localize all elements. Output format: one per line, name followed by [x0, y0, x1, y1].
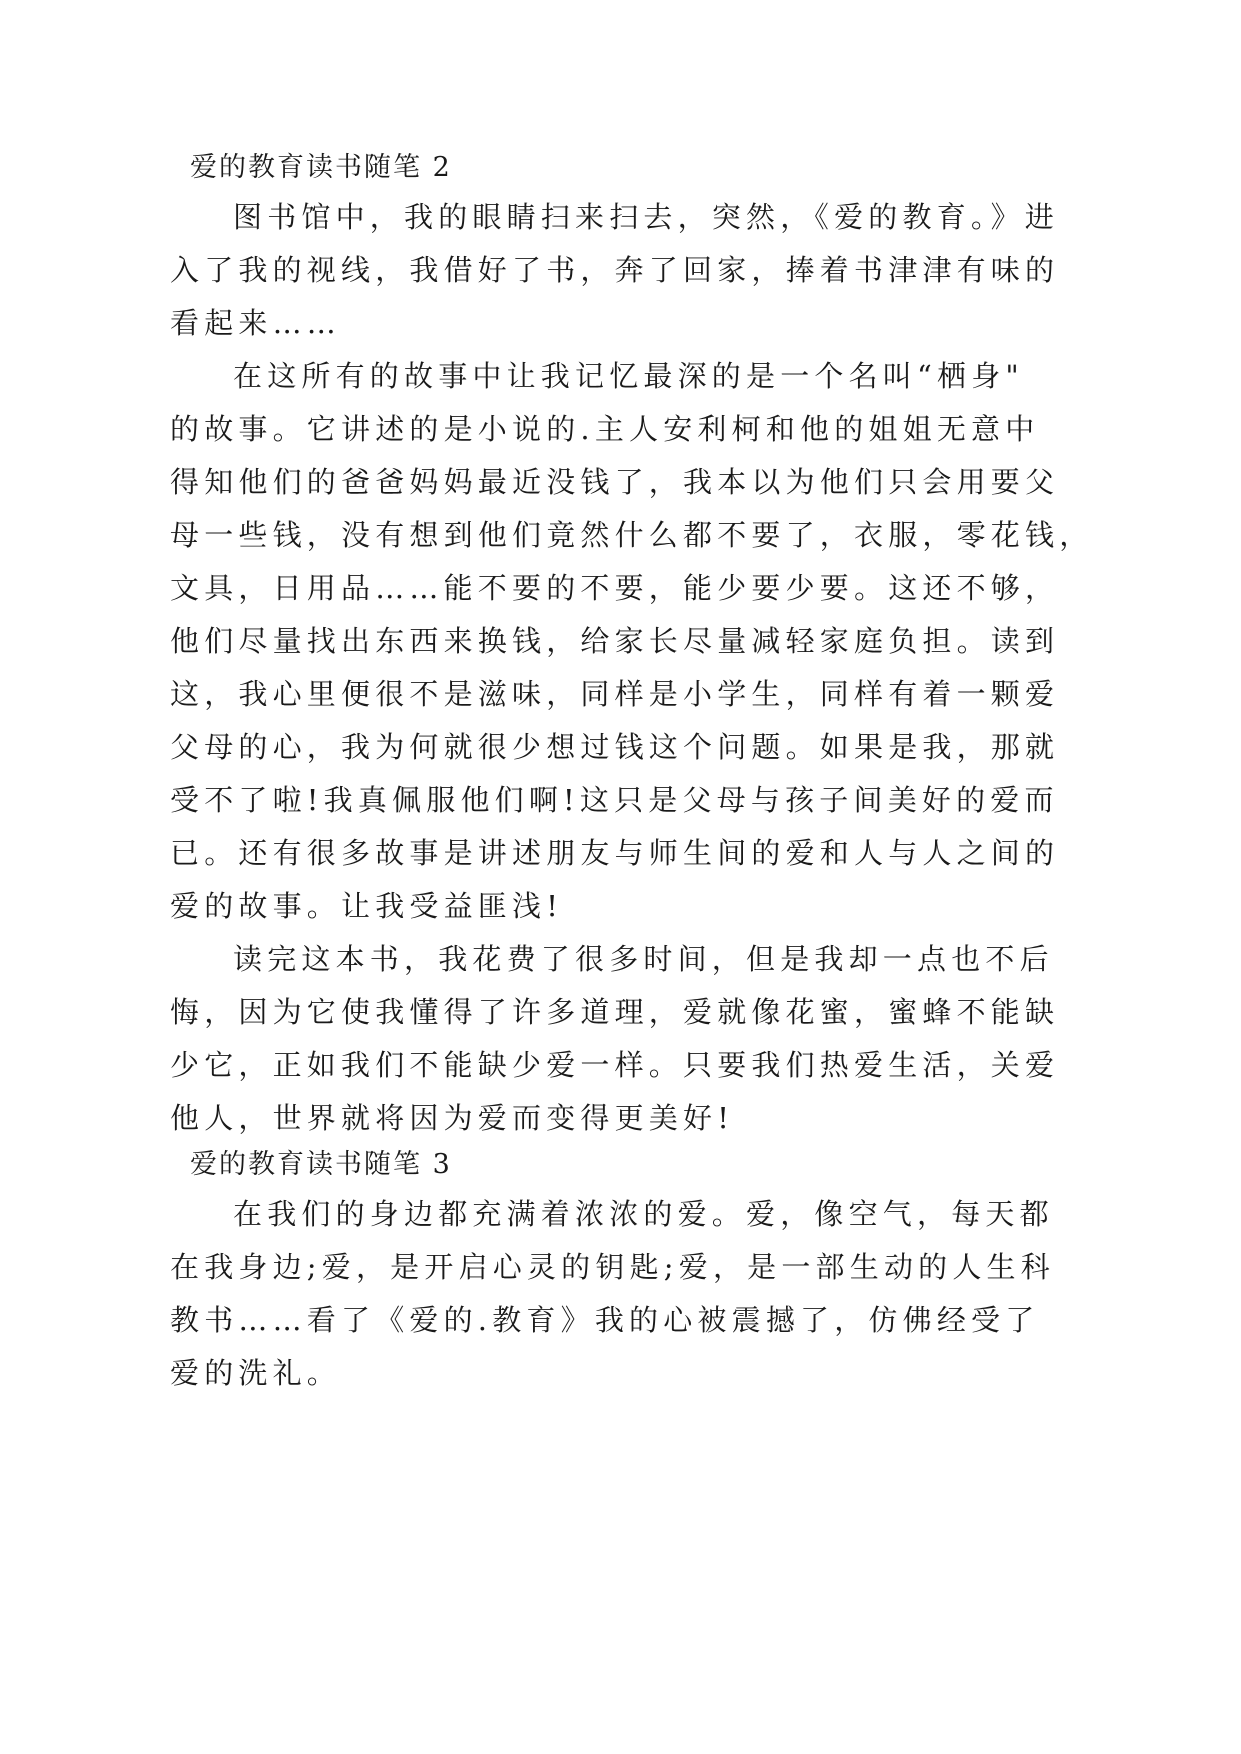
paragraph-line: 文具，日用品……能不要的不要，能少要少要。这还不够，	[170, 571, 1060, 605]
paragraph-line: 看起来……	[170, 306, 342, 340]
section-heading: 爱的教育读书随笔 3	[190, 1149, 452, 1180]
paragraph-line: 的故事。它讲述的是小说的.主人安利柯和他的姐姐无意中	[170, 412, 1040, 446]
paragraph-line: 教书……看了《爱的.教育》我的心被震撼了，仿佛经受了	[170, 1303, 1040, 1337]
section-heading: 爱的教育读书随笔 2	[190, 152, 452, 183]
paragraph-line: 在我们的身边都充满着浓浓的爱。爱，像空气，每天都	[233, 1197, 1054, 1231]
paragraph-line: 少它，正如我们不能缺少爱一样。只要我们热爱生活，关爱	[170, 1048, 1060, 1082]
paragraph-line: 爱的故事。让我受益匪浅!	[170, 889, 564, 923]
paragraph-line: 在我身边;爱，是开启心灵的钥匙;爱，是一部生动的人生科	[170, 1250, 1055, 1284]
paragraph-line: 悔，因为它使我懂得了许多道理，爱就像花蜜，蜜蜂不能缺	[170, 995, 1060, 1029]
paragraph-line: 在这所有的故事中让我记忆最深的是一个名叫“栖身"	[233, 359, 1024, 393]
paragraph-line: 受不了啦!我真佩服他们啊!这只是父母与孩子间美好的爱而	[170, 783, 1059, 817]
paragraph-line: 图书馆中，我的眼睛扫来扫去，突然，《爱的教育。》进	[233, 200, 1060, 234]
paragraph-line: 爱的洗礼。	[170, 1356, 342, 1390]
paragraph-line: 入了我的视线，我借好了书，奔了回家，捧着书津津有味的	[170, 253, 1060, 287]
paragraph-line: 父母的心，我为何就很少想过钱这个问题。如果是我，那就	[170, 730, 1060, 764]
paragraph-line: 读完这本书，我花费了很多时间，但是我却一点也不后	[233, 942, 1054, 976]
paragraph-line: 这，我心里便很不是滋味，同样是小学生，同样有着一颗爱	[170, 677, 1060, 711]
paragraph-line: 母一些钱，没有想到他们竟然什么都不要了，衣服，零花钱，	[170, 518, 1094, 552]
paragraph-line: 他人，世界就将因为爱而变得更美好!	[170, 1101, 735, 1135]
paragraph-line: 已。还有很多故事是讲述朋友与师生间的爱和人与人之间的	[170, 836, 1060, 870]
paragraph-line: 得知他们的爸爸妈妈最近没钱了，我本以为他们只会用要父	[170, 465, 1060, 499]
paragraph-line: 他们尽量找出东西来换钱，给家长尽量减轻家庭负担。读到	[170, 624, 1060, 658]
